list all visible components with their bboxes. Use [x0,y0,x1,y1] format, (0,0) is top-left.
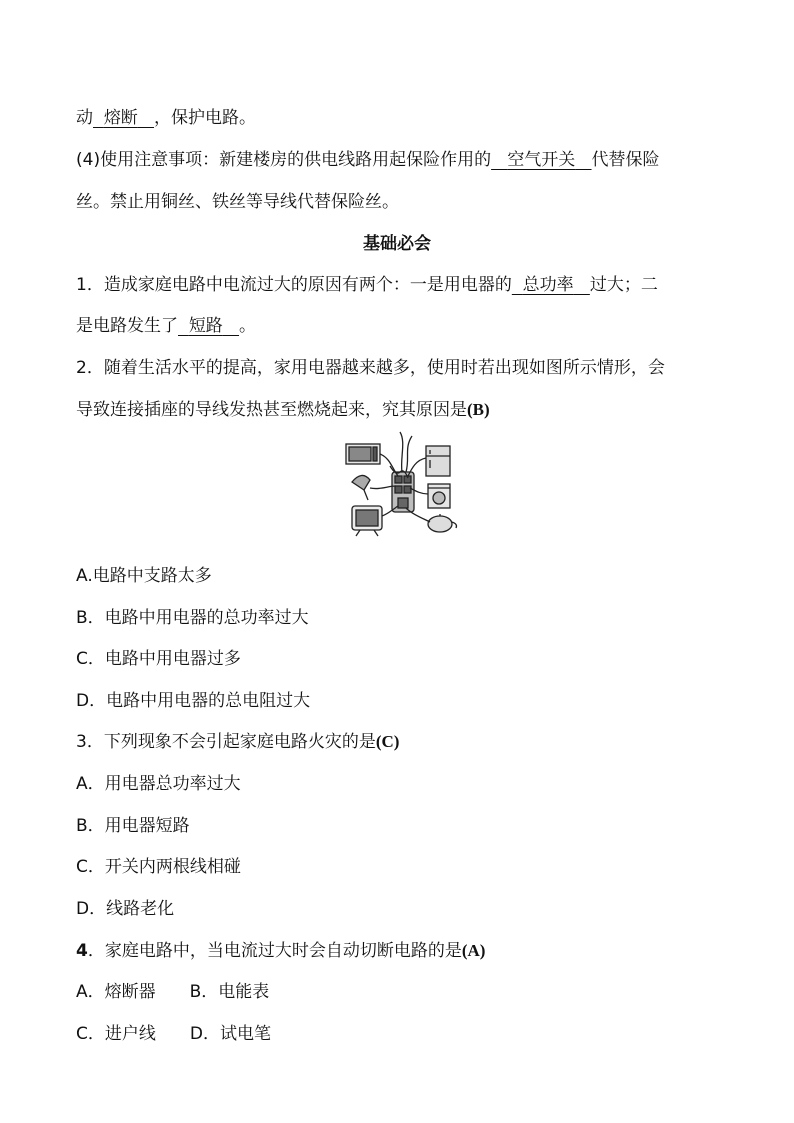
section-title: 基础必会 [363,234,431,254]
q4-options-row-2 [76,1022,271,1046]
blank-answer-total-power: 总功率 [522,275,574,295]
blank-answer-fuse-melt: 熔断 [103,108,138,128]
intro-line1-prefix: 动 [76,108,93,128]
q4-stem [76,939,485,963]
q4-option-b: B．电能表 [189,982,270,1002]
intro-line-3: 丝。禁止用铜丝、铁丝等导线代替保险丝。 [76,192,399,212]
q1-line1-prefix: 1．造成家庭电路中电流过大的原因有两个：一是用电器的 [76,275,512,295]
q2-option-a: A.电路中支路太多 [76,566,212,586]
q2-line-1: 2．随着生活水平的提高，家用电器越来越多，使用时若出现如图所示情形，会 [76,358,665,378]
q1-line-2 [76,314,256,338]
intro-line-2 [76,148,660,172]
kettle-icon [428,516,452,532]
intro-line2-suffix: 代替保险 [591,150,660,170]
intro-line1-suffix: ，保护电路。 [154,108,257,128]
q4-options-row-1 [76,980,269,1004]
q4-answer: (A) [461,941,486,960]
q3-option-b: B．用电器短路 [76,816,190,836]
blank-answer-air-switch: 空气开关 [507,150,576,170]
q4-stem-text: ．家庭电路中，当电流过大时会自动切断电路的是 [87,941,462,961]
q2-line-2 [76,398,490,422]
q2-option-c: C．电路中用电器过多 [76,649,241,669]
q3-answer: (C) [375,732,400,751]
q2-answer: (B) [467,400,490,419]
q4-option-a: A．熔断器 [76,982,156,1002]
q3-stem [76,730,399,754]
q4-option-d: D．试电笔 [189,1024,271,1044]
hair-dryer-icon [352,475,370,490]
q3-option-c: C．开关内两根线相碰 [76,857,241,877]
q1-line-1 [76,273,658,297]
intro-line2-prefix: (4)使用注意事项：新建楼房的供电线路用起保险作用的 [76,150,492,170]
appliances-overload-illustration [340,428,464,540]
q3-stem-text: 3．下列现象不会引起家庭电路火灾的是 [76,732,376,752]
q1-line2-prefix: 是电路发生了 [76,316,178,336]
q2-option-b: B．电路中用电器的总功率过大 [76,608,309,628]
q2-option-d: D．电路中用电器的总电阻过大 [76,691,311,711]
q1-line1-suffix: 过大；二 [589,275,658,295]
appliances-drawing [340,428,464,540]
q1-line2-suffix: 。 [239,316,257,336]
q3-option-a: A．用电器总功率过大 [76,774,241,794]
q4-option-c: C．进户线 [76,1024,156,1044]
q3-option-d: D．线路老化 [76,899,175,919]
intro-line-1 [76,106,256,130]
q4-number: 4 [76,941,88,961]
q2-line2-text: 导致连接插座的导线发热甚至燃烧起来，究其原因是 [76,400,467,420]
blank-answer-short-circuit: 短路 [188,316,223,336]
